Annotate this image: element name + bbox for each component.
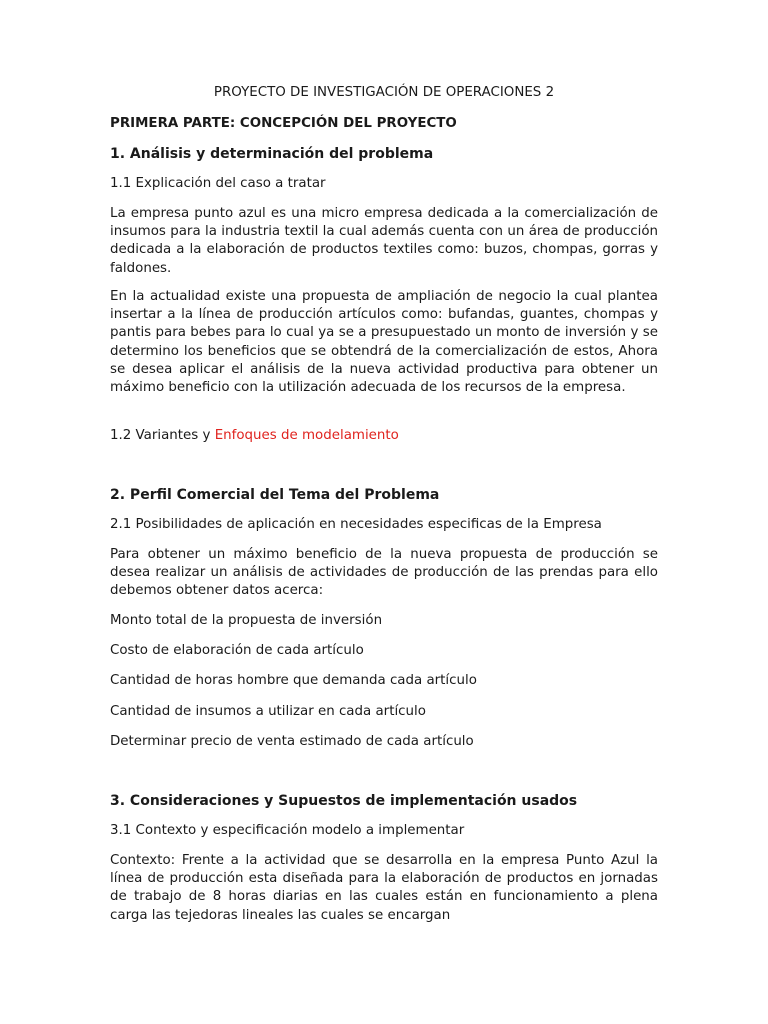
section-3-paragraph-1: Contexto: Frente a la actividad que se desarrolla en la empresa Punto Azul la línea de producción esta diseñada para la elaboración de productos en jornadas de trabajo de 8 horas diarias en las cuales están en funcionamiento a plena carga las tejedoras lineales las cuales se encargan	[110, 853, 658, 923]
list-item: Cantidad de horas hombre que demanda cada artículo	[110, 673, 477, 688]
subsection-1-2-prefix: 1.2 Variantes y	[110, 428, 215, 443]
modelamiento-link[interactable]: Enfoques de modelamiento	[214, 428, 399, 443]
subsection-3-1: 3.1 Contexto y especificación modelo a implementar	[110, 823, 465, 838]
subsection-2-1: 2.1 Posibilidades de aplicación en necesidades especificas de la Empresa	[110, 517, 602, 532]
section-1-paragraph-2: En la actualidad existe una propuesta de ampliación de negocio la cual plantea insertar a la línea de producción artículos como: bufandas, guantes, chompas y pantis para bebes para lo cual ya se a presupuestado un monto de inversión y se determino los beneficios que se obtendrá de la comercialización de estos, Ahora se desea aplicar el análisis de la nueva actividad productiva para obtener un máximo beneficio con la utilización adecuada de los recursos de la empresa.	[110, 289, 658, 396]
section-1-heading: 1. Análisis y determinación del problema	[110, 146, 434, 162]
subsection-1-2	[110, 427, 399, 445]
section-1-paragraph-1: La empresa punto azul es una micro empresa dedicada a la comercialización de insumos para la industria textil la cual además cuenta con un área de producción dedicada a la elaboración de productos textiles como: buzos, chompas, gorras y faldones.	[110, 206, 658, 276]
list-item: Monto total de la propuesta de inversión	[110, 613, 383, 628]
list-item: Costo de elaboración de cada artículo	[110, 643, 364, 658]
document-title: PROYECTO DE INVESTIGACIÓN DE OPERACIONES 2	[213, 85, 555, 100]
section-2-paragraph-1: Para obtener un máximo beneficio de la nueva propuesta de producción se desea realizar un análisis de actividades de producción de las prendas para ello debemos obtener datos acerca:	[110, 547, 658, 599]
list-item: Cantidad de insumos a utilizar en cada artículo	[110, 704, 426, 719]
part-heading: PRIMERA PARTE: CONCEPCIÓN DEL PROYECTO	[110, 116, 457, 131]
list-item: Determinar precio de venta estimado de cada artículo	[110, 734, 474, 749]
section-3-heading: 3. Consideraciones y Supuestos de implementación usados	[110, 793, 578, 809]
section-2-heading: 2. Perfil Comercial del Tema del Problema	[110, 487, 440, 503]
subsection-1-1: 1.1 Explicación del caso a tratar	[110, 176, 326, 191]
